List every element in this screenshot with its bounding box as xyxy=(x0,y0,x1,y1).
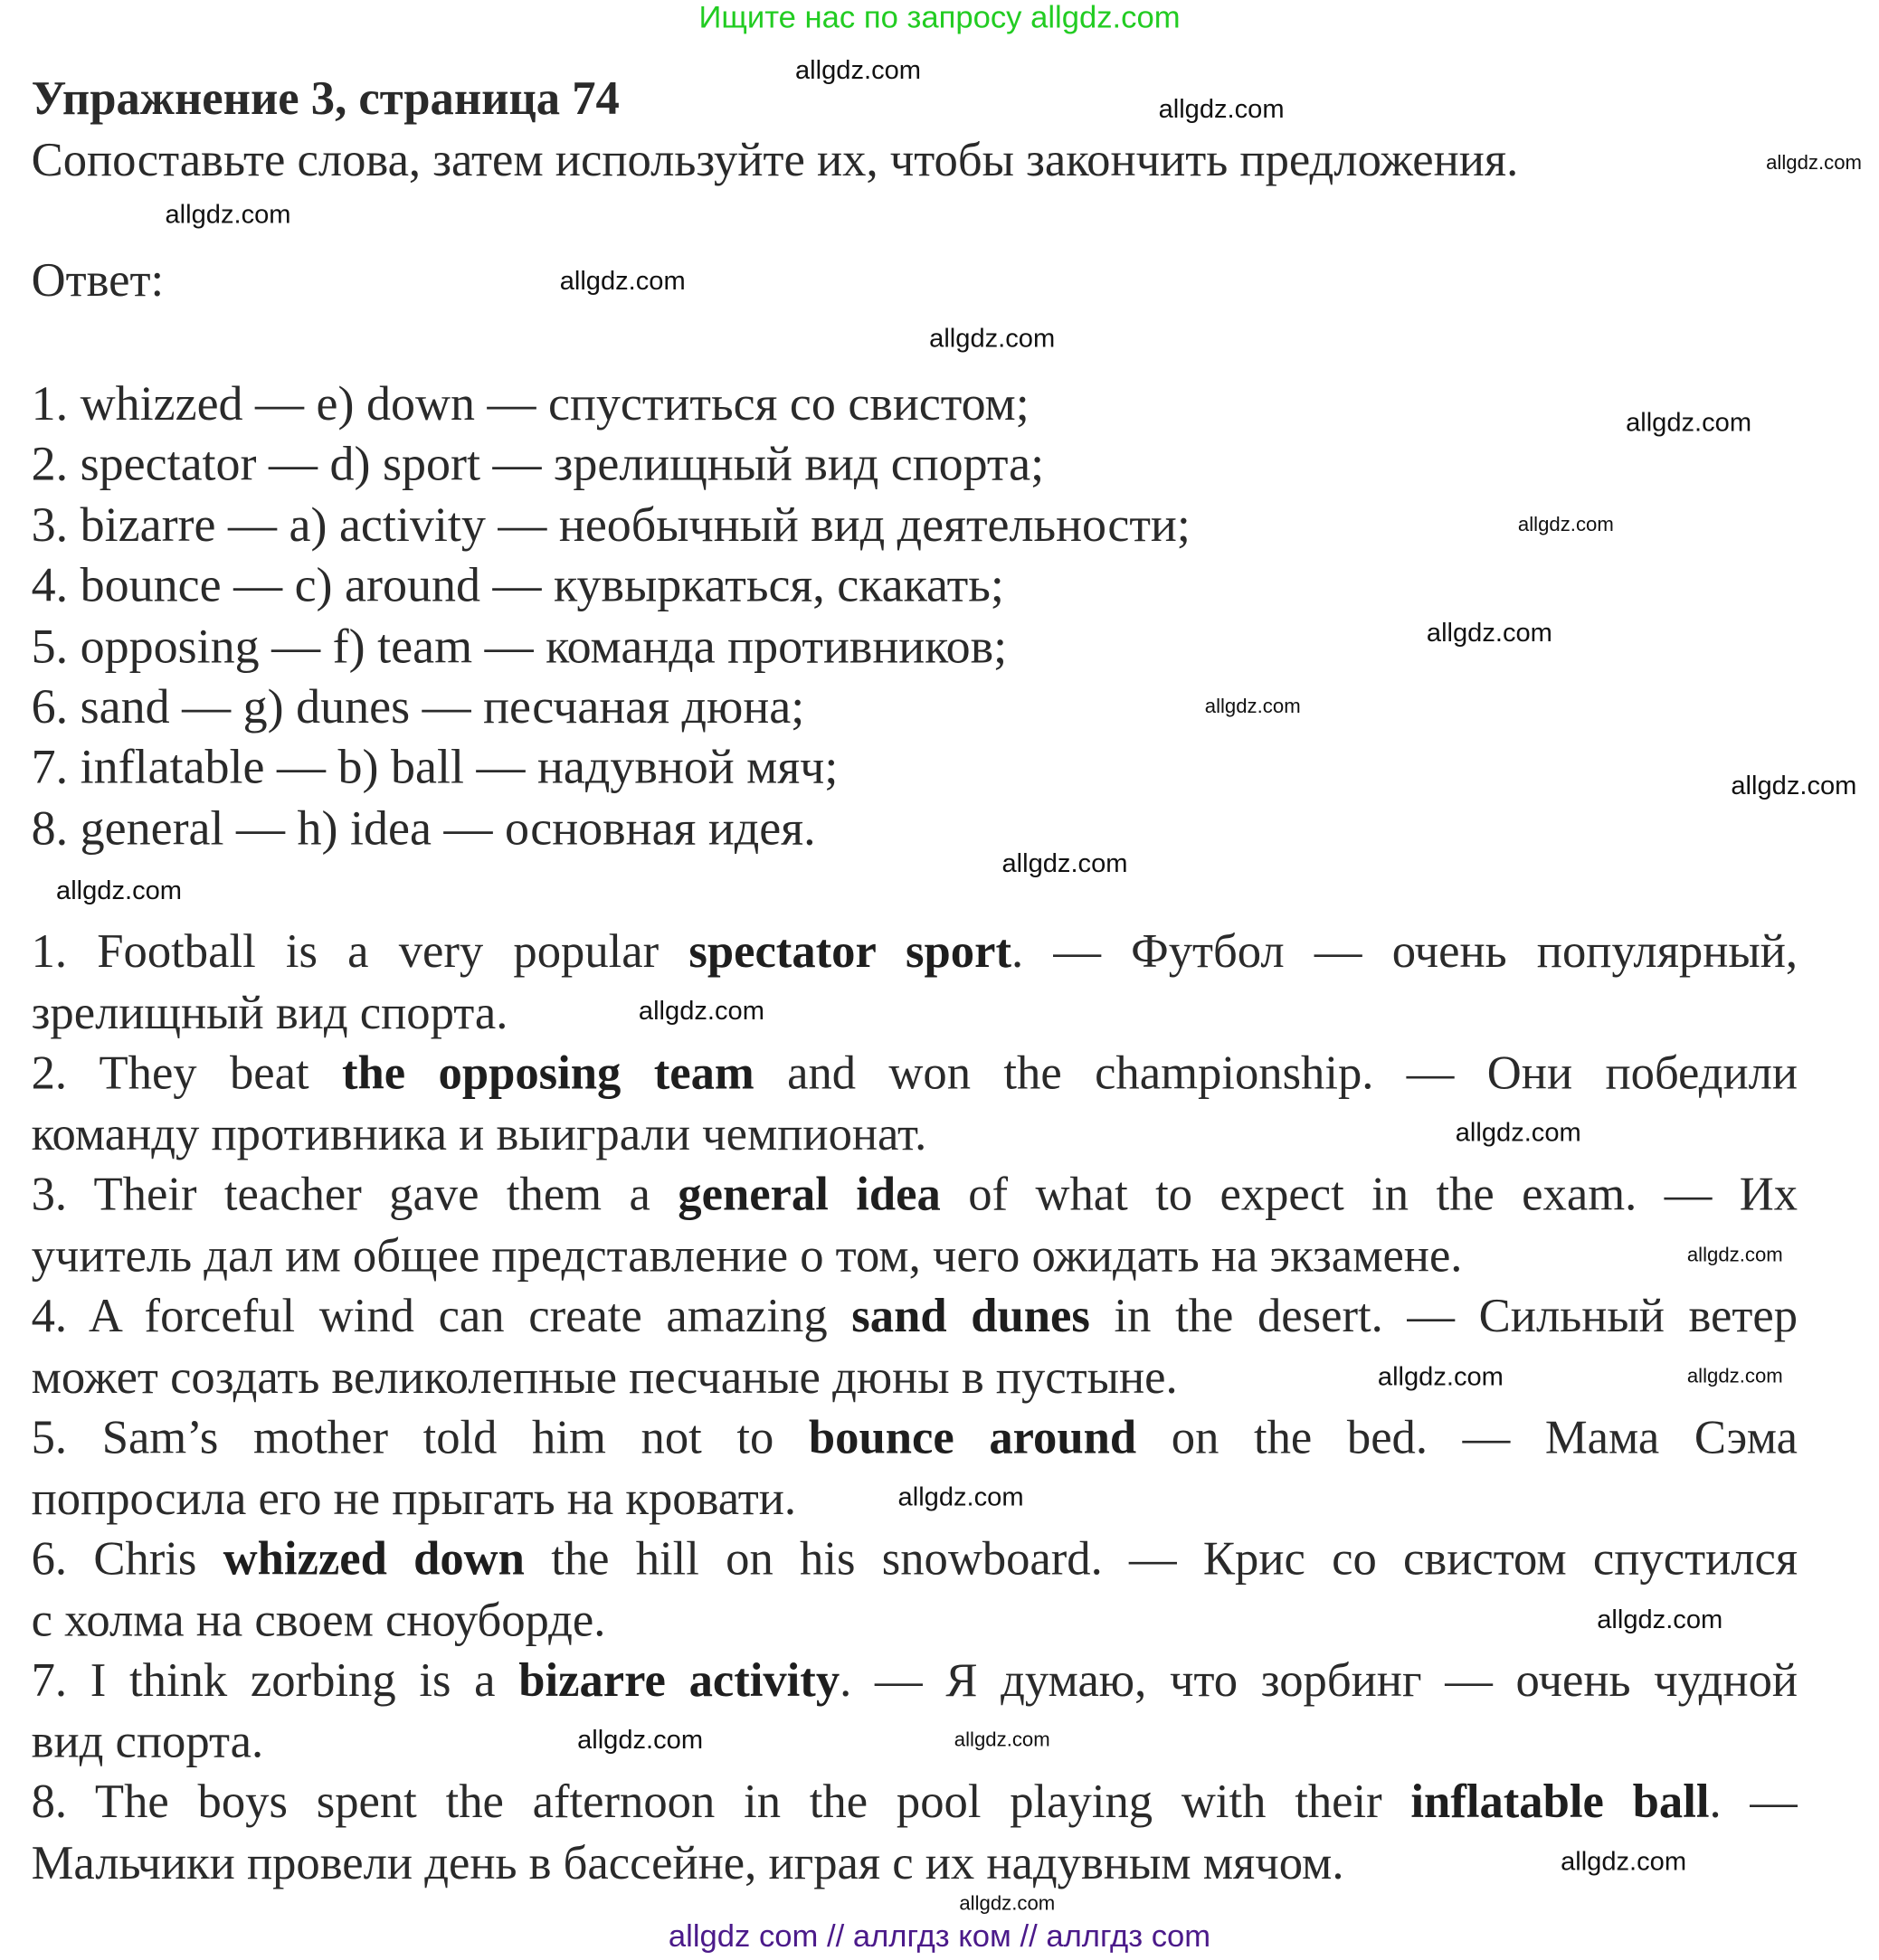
sentence-key-phrase: whizzed down xyxy=(223,1532,525,1586)
sentence-key-phrase: bizarre activity xyxy=(518,1654,840,1708)
watermark-text: allgdz.com xyxy=(929,324,1056,354)
sentence-line-1 xyxy=(32,1407,1798,1467)
match-item: 6. sand — g) dunes — песчаная дюна; xyxy=(31,679,805,734)
watermark-text: allgdz.com xyxy=(577,1726,704,1755)
watermark-text: allgdz.com xyxy=(795,56,922,86)
sentence-text: 3. Their teacher gave them a xyxy=(31,1168,679,1222)
sentence-text: the hill on his snowboard. — Крис со свистом спустился xyxy=(524,1532,1798,1586)
watermark-text: allgdz.com xyxy=(1561,1847,1687,1877)
watermark-text: allgdz.com xyxy=(1377,1362,1504,1392)
task-instruction: Сопоставьте слова, затем используйте их, чтобы закончить предложения. xyxy=(31,134,1519,187)
match-item: 4. bounce — c) around — кувыркаться, скакать; xyxy=(31,558,1004,613)
watermark-text: allgdz.com xyxy=(1426,619,1552,648)
watermark-text: allgdz.com xyxy=(1597,1605,1723,1635)
watermark-text: allgdz.com xyxy=(1626,408,1752,438)
watermark-text: allgdz.com xyxy=(1001,848,1128,878)
watermark-text: allgdz.com xyxy=(1766,152,1862,175)
sentence-text: in the desert. — Сильный ветер xyxy=(1089,1290,1798,1343)
sentence-text: 4. A forceful wind can create amazing xyxy=(31,1290,852,1343)
watermark-text: allgdz.com xyxy=(1158,95,1285,125)
sentence-line-1 xyxy=(32,1529,1798,1589)
sentence-key-phrase: sand dunes xyxy=(851,1290,1090,1343)
footer-banner[interactable]: allgdz com // аллгдз ком // аллгдз com xyxy=(668,1918,1211,1955)
watermark-text: allgdz.com xyxy=(954,1729,1050,1751)
watermark-text: allgdz.com xyxy=(1517,515,1614,536)
sentence-line-2: учитель дал им общее представление о том, чего ожидать на экзамене. xyxy=(31,1229,1463,1283)
watermark-text: allgdz.com xyxy=(56,876,183,906)
sentence-key-phrase: inflatable ball xyxy=(1410,1775,1710,1829)
sentence-text: 6. Chris xyxy=(31,1532,223,1586)
sentence-line-1 xyxy=(32,922,1798,981)
sentence-line-1 xyxy=(32,1286,1798,1346)
sentence-text: 8. The boys spent the afternoon in the pool playing with their xyxy=(31,1775,1411,1829)
sentence-line-2: может создать великолепные песчаные дюны в пустыне. xyxy=(31,1350,1178,1404)
sentence-text: and won the championship. — Они победили xyxy=(754,1046,1798,1100)
watermark-text: allgdz.com xyxy=(1686,1245,1783,1266)
sentence-text: . — Я думаю, что зорбинг — очень чудной xyxy=(840,1654,1798,1708)
sentence-text: 7. I think zorbing is a xyxy=(31,1654,519,1708)
watermark-text: allgdz.com xyxy=(1731,771,1857,800)
sentence-text: 5. Sam’s mother told him not to xyxy=(31,1411,809,1464)
watermark-text: allgdz.com xyxy=(959,1893,1056,1916)
watermark-text: allgdz.com xyxy=(638,997,764,1027)
watermark-text: allgdz.com xyxy=(897,1482,1024,1512)
answer-label: Ответ: xyxy=(31,254,165,308)
sentence-line-2: Мальчики провели день в бассейне, играя с их надувным мячом. xyxy=(31,1836,1344,1889)
sentence-key-phrase: spectator sport xyxy=(688,925,1011,979)
sentence-line-2: команду противника и выиграли чемпионат. xyxy=(31,1107,927,1160)
match-item: 3. bizarre — a) activity — необычный вид деятельности; xyxy=(31,497,1191,553)
match-item: 5. opposing — f) team — команда противников; xyxy=(31,619,1008,674)
sentence-line-1 xyxy=(32,1043,1798,1103)
sentence-line-1 xyxy=(32,1772,1798,1832)
sentence-line-1 xyxy=(32,1651,1798,1710)
sentence-text: . — Футбол — очень популярный, xyxy=(1011,925,1798,979)
match-item: 2. spectator — d) sport — зрелищный вид спорта; xyxy=(31,437,1045,492)
search-banner[interactable]: Ищите нас по запросу allgdz.com xyxy=(698,0,1181,35)
match-item: 1. whizzed — e) down — спуститься со свистом; xyxy=(31,376,1030,431)
sentence-line-2: вид спорта. xyxy=(31,1715,264,1768)
sentence-line-2: зрелищный вид спорта. xyxy=(31,986,508,1039)
sentence-text: of what to expect in the exam. — Их xyxy=(940,1168,1798,1222)
sentence-text: 1. Football is a very popular xyxy=(31,925,689,979)
match-item: 7. inflatable — b) ball — надувной мяч; xyxy=(31,740,839,795)
sentence-key-phrase: bounce around xyxy=(808,1411,1137,1464)
watermark-text: allgdz.com xyxy=(165,200,291,230)
watermark-text: allgdz.com xyxy=(1204,696,1301,718)
watermark-text: allgdz.com xyxy=(559,266,686,296)
watermark-text: allgdz.com xyxy=(1455,1118,1581,1148)
sentence-key-phrase: general idea xyxy=(678,1168,941,1222)
sentence-text: on the bed. — Мама Сэма xyxy=(1136,1411,1798,1464)
sentence-text: 2. They beat xyxy=(31,1046,343,1100)
sentence-line-1 xyxy=(32,1165,1798,1225)
sentence-line-2: с холма на своем сноуборде. xyxy=(31,1594,606,1647)
sentence-line-2: попросила его не прыгать на кровати. xyxy=(31,1472,797,1525)
page-title: Упражнение 3, страница 74 xyxy=(31,72,620,126)
watermark-text: allgdz.com xyxy=(1686,1366,1783,1388)
match-item: 8. general — h) idea — основная идея. xyxy=(31,800,816,856)
sentence-key-phrase: the opposing team xyxy=(342,1046,754,1100)
sentence-text: . — xyxy=(1709,1775,1798,1829)
